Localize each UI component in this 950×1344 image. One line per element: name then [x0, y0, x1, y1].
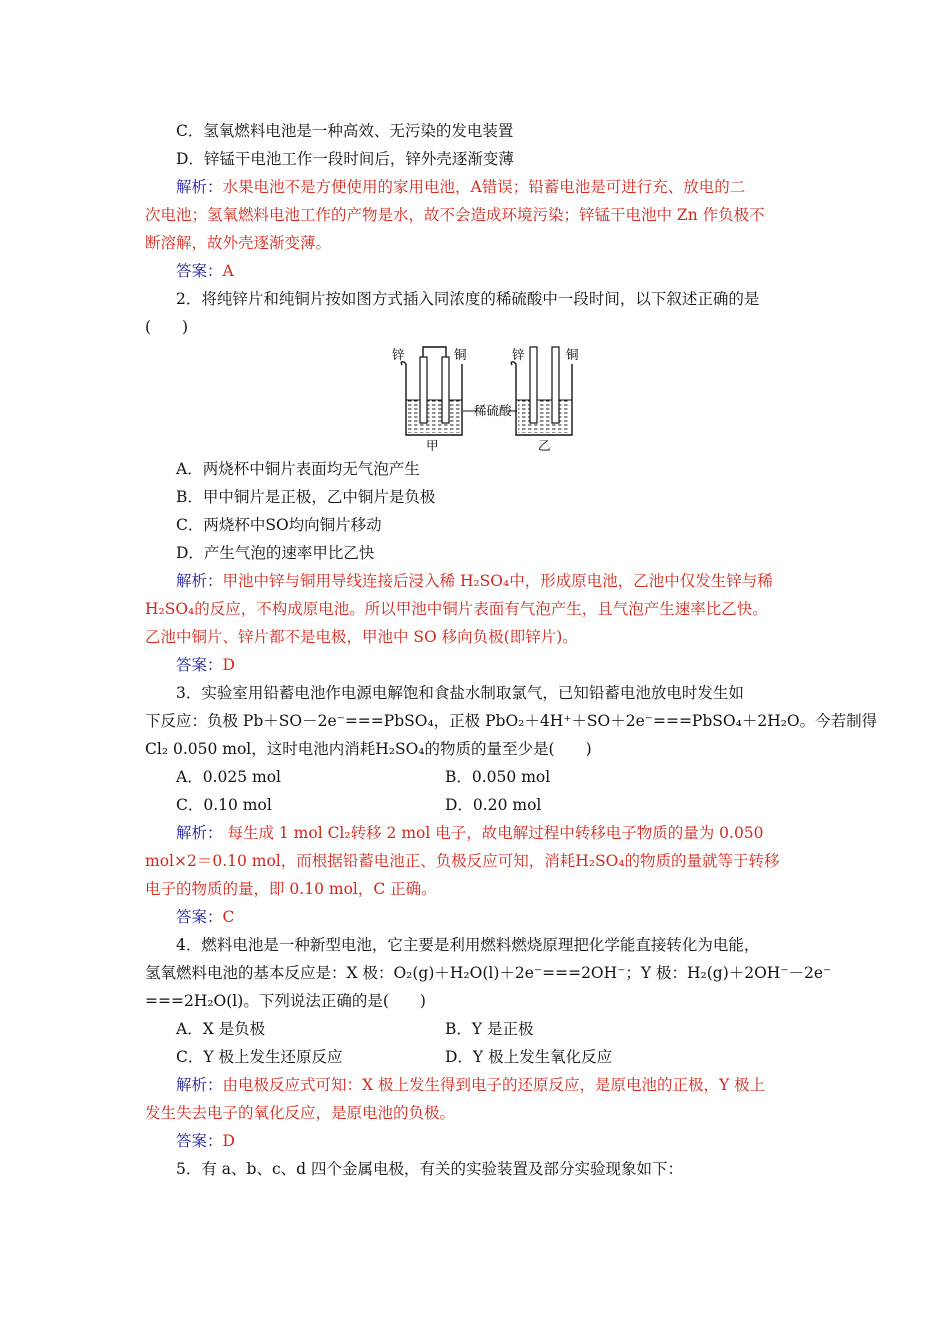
q1-analysis-line-1: [176, 177, 745, 197]
beaker-diagram: [390, 343, 590, 453]
analysis-text: 由电极反应式可知：X 极上发生得到电子的还原反应，是原电池的正极，Y 极上: [222, 1076, 766, 1094]
beaker-jia: [401, 347, 462, 435]
q4-stem-line-1: 4．燃料电池是一种新型电池，它主要是利用燃料燃烧原理把化学能直接转化为电能，: [176, 936, 760, 954]
q4-stem-line-2: 氢氧燃料电池的基本反应是：X 极：O₂(g)＋H₂O(l)＋2e⁻===2OH⁻；Y 极：H₂(g)＋2OH⁻－2e⁻: [145, 964, 832, 982]
answer-value: C: [222, 908, 235, 926]
q3-option-c: C．0.10 mol: [176, 796, 272, 814]
q4-option-a: A．X 是负极: [176, 1020, 266, 1038]
q1-answer: [176, 261, 234, 281]
answer-label: 答案：: [176, 1132, 223, 1150]
answer-label: 答案：: [176, 262, 223, 280]
label-acid: 稀硫酸: [474, 403, 512, 418]
answer-label: 答案：: [176, 908, 223, 926]
q3-analysis-line-1: [176, 823, 764, 843]
q3-option-d: D．0.20 mol: [445, 796, 542, 814]
answer-label: 答案：: [176, 656, 223, 674]
wire-jia: [423, 347, 446, 357]
beaker-diagram-svg: [390, 343, 590, 453]
q3-analysis-line-2: mol×2＝0.10 mol，而根据铅蓄电池正、负极反应可知，消耗H₂SO₄的物质的量就等于转移: [145, 852, 780, 870]
q2-analysis-line-3: 乙池中铜片、锌片都不是电极，甲池中 SO 移向负极(即锌片)。: [145, 628, 578, 646]
q4-stem-line-3: ===2H₂O(l)。下列说法正确的是( ): [145, 992, 426, 1010]
q1-analysis-line-2: 次电池；氢氧燃料电池工作的产物是水，故不会造成环境污染；锌锰干电池中 Zn 作负极不: [145, 206, 765, 224]
analysis-text: 每生成 1 mol Cl₂转移 2 mol 电子，故电解过程中转移电子物质的量为 0.050: [222, 824, 764, 842]
cu-plate-jia: [442, 357, 449, 423]
q3-stem-line-3: Cl₂ 0.050 mol，这时电池内消耗H₂SO₄的物质的量至少是( ): [145, 740, 592, 758]
q3-analysis-line-3: 电子的物质的量，即 0.10 mol，C 正确。: [145, 880, 437, 898]
q3-answer: [176, 907, 234, 927]
q2-option-a: A．两烧杯中铜片表面均无气泡产生: [176, 460, 420, 478]
q2-answer: [176, 655, 235, 675]
label-yi: 乙: [538, 438, 551, 453]
q2-stem-line-2: ( ): [145, 318, 189, 336]
q4-option-d: D．Y 极上发生氧化反应: [445, 1048, 613, 1066]
q2-option-c: C．两烧杯中SO均向铜片移动: [176, 516, 382, 534]
q2-option-b: B．甲中铜片是正极，乙中铜片是负极: [176, 488, 436, 506]
answer-value: A: [222, 262, 234, 280]
label-jia: 甲: [426, 438, 439, 453]
q4-analysis-line-2: 发生失去电子的氧化反应，是原电池的负极。: [145, 1104, 456, 1122]
label-cu-yi: 铜: [566, 347, 579, 362]
q3-stem-line-1: 3．实验室用铅蓄电池作电源电解饱和食盐水制取氯气，已知铅蓄电池放电时发生如: [176, 684, 744, 702]
q1-option-d: D．锌锰干电池工作一段时间后，锌外壳逐渐变薄: [176, 150, 514, 168]
label-zn-jia: 锌: [392, 347, 405, 362]
analysis-text: 水果电池不是方便使用的家用电池，A错误；铅蓄电池是可进行充、放电的二: [222, 178, 746, 196]
q2-analysis-line-1: [176, 571, 773, 591]
analysis-label: 解析：: [176, 824, 223, 842]
q4-answer: [176, 1131, 235, 1151]
q4-analysis-line-1: [176, 1075, 765, 1095]
zn-plate-yi: [530, 347, 537, 423]
zn-plate-jia: [420, 357, 427, 423]
label-cu-jia: 铜: [454, 347, 467, 362]
answer-value: D: [222, 1132, 235, 1150]
q3-option-b: B．0.050 mol: [445, 768, 551, 786]
analysis-text: 甲池中锌与铜用导线连接后浸入稀 H₂SO₄中，形成原电池，乙池中仅发生锌与稀: [222, 572, 773, 590]
analysis-label: 解析：: [176, 572, 223, 590]
q2-option-d: D．产生气泡的速率甲比乙快: [176, 544, 375, 562]
analysis-label: 解析：: [176, 178, 223, 196]
answer-value: D: [222, 656, 235, 674]
label-zn-yi: 锌: [512, 347, 525, 362]
q2-analysis-line-2: H₂SO₄的反应，不构成原电池。所以甲池中铜片表面有气泡产生，且气泡产生速率比乙快。: [145, 600, 768, 618]
q4-option-c: C．Y 极上发生还原反应: [176, 1048, 343, 1066]
q1-option-c: C．氢氧燃料电池是一种高效、无污染的发电装置: [176, 122, 514, 140]
analysis-label: 解析：: [176, 1076, 223, 1094]
q3-stem-line-2: 下反应：负极 Pb＋SO－2e⁻===PbSO₄，正极 PbO₂＋4H⁺＋SO＋2e⁻===PbSO₄＋2H₂O。今若制得: [145, 712, 878, 730]
q2-stem-line-1: 2．将纯锌片和纯铜片按如图方式插入同浓度的稀硫酸中一段时间，以下叙述正确的是: [176, 290, 760, 308]
cu-plate-yi: [552, 347, 559, 423]
q3-option-a: A．0.025 mol: [176, 768, 281, 786]
q4-option-b: B．Y 是正极: [445, 1020, 534, 1038]
q1-analysis-line-3: 断溶解，故外壳逐渐变薄。: [145, 234, 332, 252]
q5-stem-line-1: 5．有 a、b、c、d 四个金属电极，有关的实验装置及部分实验现象如下：: [176, 1160, 683, 1178]
